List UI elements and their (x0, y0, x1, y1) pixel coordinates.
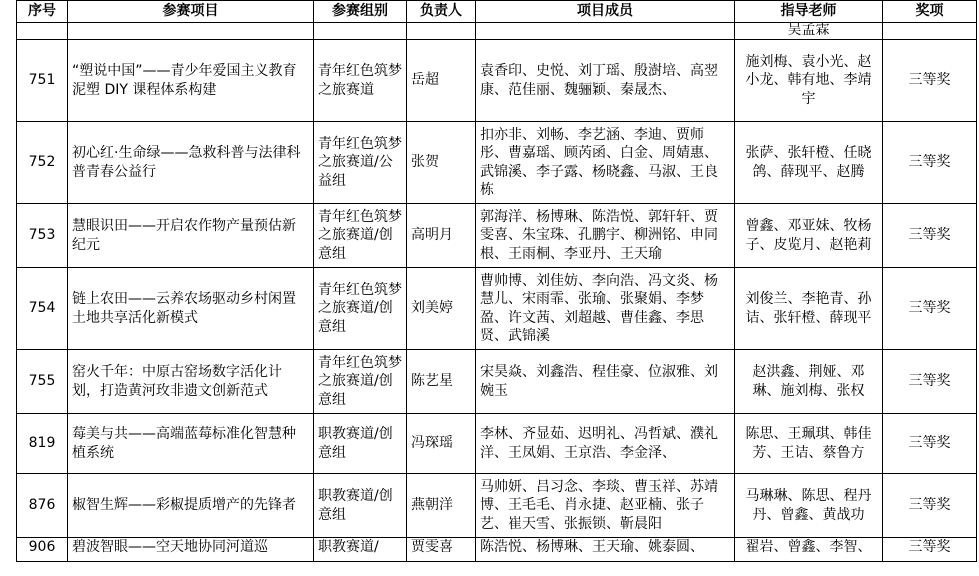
cell-no: 751 (17, 40, 68, 122)
cell-group: 职教赛道/创意组 (314, 474, 407, 538)
cell-group: 青年红色筑梦之旅赛道/创意组 (314, 268, 407, 350)
cell-members: 郭海洋、杨博琳、陈浩悦、郭轩轩、贾雯喜、朱宝珠、孔鹏宇、柳洲铭、申同根、王雨桐、李亚丹、王天瑜 (476, 204, 735, 268)
cell-group (314, 23, 407, 40)
cell-award: 三等奖 (883, 122, 977, 204)
header-members: 项目成员 (476, 1, 735, 23)
table-row (17, 122, 977, 204)
header-advisors: 指导老师 (735, 1, 883, 23)
cell-members: 李林、齐显茹、迟明礼、冯哲斌、濮礼洋、王凤娟、王京浩、李金泽、 (476, 414, 735, 474)
cell-no: 752 (17, 122, 68, 204)
header-project: 参赛项目 (68, 1, 314, 23)
cell-no: 876 (17, 474, 68, 538)
cell-award: 三等奖 (883, 268, 977, 350)
cell-members (476, 23, 735, 40)
cell-project: 慧眼识田——开启农作物产量预估新纪元 (68, 204, 314, 268)
header-leader: 负责人 (407, 1, 476, 23)
header-award: 奖项 (883, 1, 977, 23)
header-no: 序号 (17, 1, 68, 23)
cell-members: 陈浩悦、杨博琳、王天瑜、姚泰圆、 (476, 538, 735, 562)
cell-group: 青年红色筑梦之旅赛道/公益组 (314, 122, 407, 204)
cell-members: 宋昊焱、刘鑫浩、程佳豪、位淑雅、刘婉玉 (476, 350, 735, 414)
cell-members: 袁香印、史悦、刘丁瑶、殷澍培、高翌康、范佳丽、魏骊颖、秦晟杰、 (476, 40, 735, 122)
cell-leader: 刘美婷 (407, 268, 476, 350)
table-row-continuation (17, 23, 977, 40)
cell-no: 755 (17, 350, 68, 414)
cell-advisors: 翟岩、曾鑫、李智、 (735, 538, 883, 562)
cell-award: 三等奖 (883, 474, 977, 538)
table-row (17, 350, 977, 414)
cell-members: 扣亦非、刘畅、李艺涵、李迪、贾师彤、曹嘉瑶、顾芮函、白金、周婧惠、武锦溪、李子露、杨晓鑫、马淑、王良栋 (476, 122, 735, 204)
cell-award: 三等奖 (883, 204, 977, 268)
cell-advisors: 张萨、张轩橙、任晓鸽、薛现平、赵腾 (735, 122, 883, 204)
results-table (16, 0, 977, 562)
cell-group: 职教赛道/创意组 (314, 414, 407, 474)
cell-award: 三等奖 (883, 350, 977, 414)
cell-group: 青年红色筑梦之旅赛道/创意组 (314, 204, 407, 268)
table-row (17, 204, 977, 268)
cell-no: 819 (17, 414, 68, 474)
cell-advisors: 陈思、王珮琪、韩佳芳、王诘、蔡鲁方 (735, 414, 883, 474)
table-row (17, 40, 977, 122)
cell-project: 窑火千年：中原古窑场数字活化计划，打造黄河玫非遗文创新范式 (68, 350, 314, 414)
table-row (17, 474, 977, 538)
cell-group: 青年红色筑梦之旅赛道/创意组 (314, 350, 407, 414)
cell-advisors: 曾鑫、邓亚妹、牧杨子、皮览月、赵艳莉 (735, 204, 883, 268)
cell-advisors: 吴孟霖 (735, 23, 883, 40)
cell-advisors: 施刘梅、袁小光、赵小龙、韩有地、李靖宇 (735, 40, 883, 122)
cell-project (68, 23, 314, 40)
cell-advisors: 马琳琳、陈思、程丹丹、曾鑫、黄战功 (735, 474, 883, 538)
cell-leader: 贾雯喜 (407, 538, 476, 562)
cell-project: 椒智生辉——彩椒提质增产的先锋者 (68, 474, 314, 538)
cell-leader: 岳超 (407, 40, 476, 122)
cell-no: 753 (17, 204, 68, 268)
cell-group: 职教赛道/ (314, 538, 407, 562)
cell-project: “塑说中国”——青少年爱国主义教育泥塑 DIY 课程体系构建 (68, 40, 314, 122)
cell-advisors: 赵洪鑫、荆娅、邓琳、施刘梅、张权 (735, 350, 883, 414)
table-row (17, 268, 977, 350)
cell-leader: 冯琛瑶 (407, 414, 476, 474)
cell-award (883, 23, 977, 40)
cell-no: 754 (17, 268, 68, 350)
cell-group: 青年红色筑梦之旅赛道 (314, 40, 407, 122)
cell-leader: 陈艺星 (407, 350, 476, 414)
cell-award: 三等奖 (883, 40, 977, 122)
cell-project: 碧波智眼——空天地协同河道巡 (68, 538, 314, 562)
table-row (17, 414, 977, 474)
cell-leader (407, 23, 476, 40)
cell-project: 链上农田——云养农场驱动乡村闲置土地共享活化新模式 (68, 268, 314, 350)
cell-leader: 燕朝洋 (407, 474, 476, 538)
cell-leader: 高明月 (407, 204, 476, 268)
cell-no: 906 (17, 538, 68, 562)
cell-project: 初心红·生命绿——急救科普与法律科普青春公益行 (68, 122, 314, 204)
cell-members: 曹帅博、刘佳妨、李向浩、冯文炎、杨慧儿、宋雨霏、张瑜、张聚娟、李梦盈、许文茜、刘超越、曹佳鑫、李思贤、武锦溪 (476, 268, 735, 350)
table-row (17, 538, 977, 562)
cell-advisors: 刘俊兰、李艳青、孙诘、张轩橙、薛现平 (735, 268, 883, 350)
cell-award: 三等奖 (883, 538, 977, 562)
cell-no (17, 23, 68, 40)
cell-leader: 张贺 (407, 122, 476, 204)
header-row (17, 1, 977, 23)
cell-project: 莓美与共——高端蓝莓标准化智慧种植系统 (68, 414, 314, 474)
cell-members: 马帅妍、吕习念、李琰、曹玉祥、苏靖博、王毛毛、肖永捷、赵亚楠、张子艺、崔天雪、张振锁、靳晨阳 (476, 474, 735, 538)
header-group: 参赛组别 (314, 1, 407, 23)
cell-award: 三等奖 (883, 414, 977, 474)
